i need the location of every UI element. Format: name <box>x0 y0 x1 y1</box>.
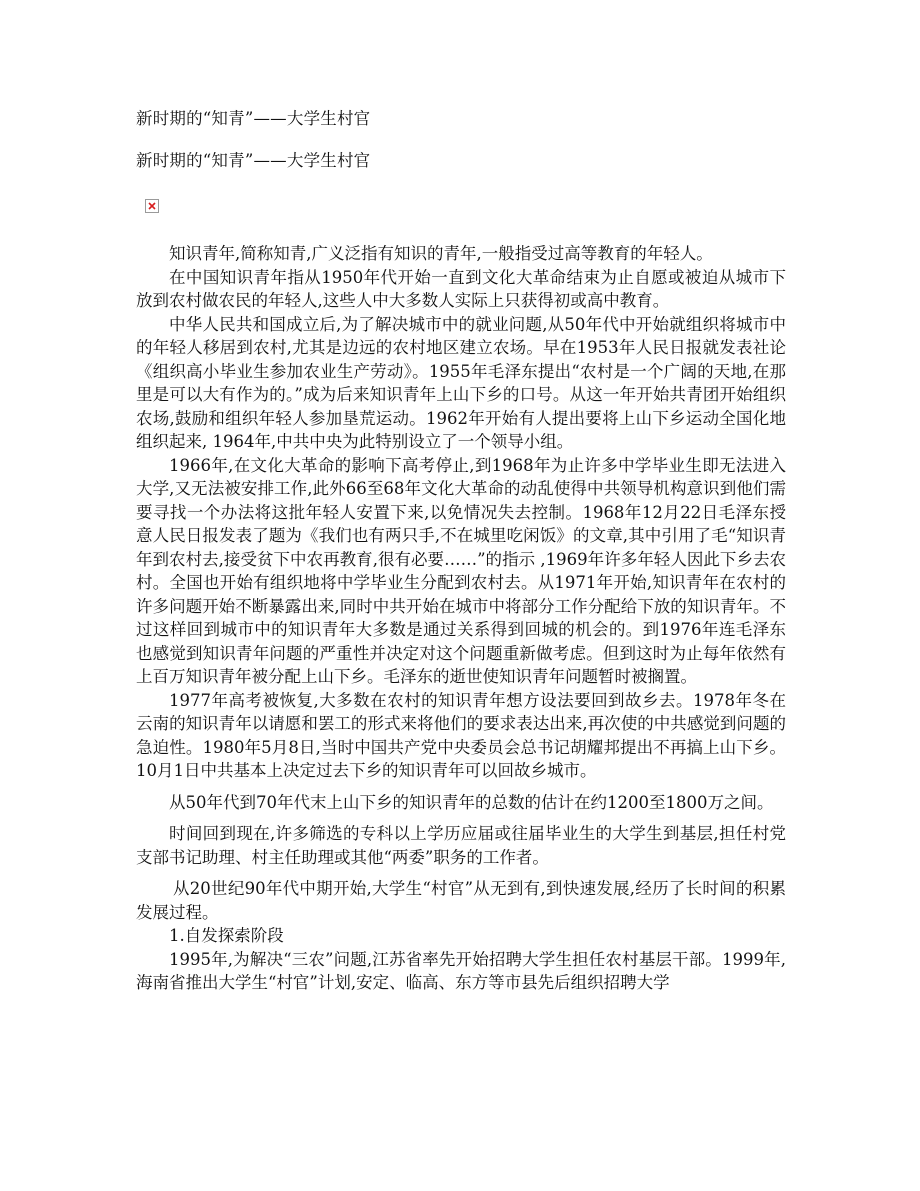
paragraph-cultural-revolution: 1966年,在文化大革命的影响下高考停止,到1968年为止许多中学毕业生即无法进入大学,又无法被安排工作,此外66至68年文化大革命的动乱使得中共领导机构意识到他们需要寻找一个办法将这批年轻人安置下来,以免情况失去控制。1968年12月22日毛泽东授意人民日报发表了题为《我们也有两只手,不在城里吃闲饭》的文章,其中引用了毛“知识青年到农村去,接受贫下中农再教育,很有必要……”的指示 ,1969年许多年轻人因此下乡去农村。全国也开始有组织地将中学毕业生分配到农村去。从1971年开始,知识青年在农村的许多问题开始不断暴露出来,同时中共开始在城市中将部分工作分配给下放的知识青年。不过这样回到城市中的知识青年大多数是通过关系得到回城的机会的。到1976年连毛泽东也感觉到知识青年问题的严重性并决定对这个问题重新做考虑。但到这时为止每年依然有上百万知识青年被分配上山下乡。毛泽东的逝世使知识青年问题暂时被搁置。 <box>136 455 786 686</box>
red-x-icon <box>148 202 156 210</box>
broken-image-icon[interactable] <box>145 199 159 213</box>
document-title: 新时期的“知青”——大学生村官 <box>136 109 371 128</box>
paragraph-early-history: 中华人民共和国成立后,为了解决城市中的就业问题,从50年代中开始就组织将城市中的年轻人移居到农村,尤其是边远的农村地区建立农场。早在1953年人民日报就发表社论《组织高小毕业生参加农业生产劳动》。1955年毛泽东提出“农村是一个广阔的天地,在那里是可以大有作为的。”成为后来知识青年上山下乡的口号。从这一年开始共青团开始组织农场,鼓励和组织年轻人参加垦荒运动。1962年开始有人提出要将上山下乡运动全国化地组织起来, 1964年,中共中央为此特别设立了一个领导小组。 <box>136 314 786 451</box>
article-body <box>136 242 786 995</box>
paragraph-china-context: 在中国知识青年指从1950年代开始一直到文化大革命结束为止自愿或被迫从城市下放到农村做农民的年轻人,这些人中大多数人实际上只获得初或高中教育。 <box>136 267 786 310</box>
paragraph-development: 从20世纪90年代中期开始,大学生“村官”从无到有,到快速发展,经历了长时间的积累发展过程。 <box>136 879 786 922</box>
paragraph-jiangsu-hainan: 1995年,为解决“三农”问题,江苏省率先开始招聘大学生担任农村基层干部。1999年,海南省推出大学生“村官”计划,安定、临高、东方等市县先后组织招聘大学 <box>136 949 786 992</box>
document-subtitle: 新时期的“知青”——大学生村官 <box>136 151 371 170</box>
paragraph-gap <box>136 783 786 791</box>
section-heading-stage-1: 1.自发探索阶段 <box>169 926 284 945</box>
paragraph-total-estimate: 从50年代到70年代末上山下乡的知识青年的总数的估计在约1200至1800万之间。 <box>169 792 774 812</box>
paragraph-gap <box>136 814 786 822</box>
paragraph-return-home: 1977年高考被恢复,大多数在农村的知识青年想方设法要回到故乡去。1978年冬在云南的知识青年以请愿和罢工的形式来将他们的要求表达出来,再次使的中共感觉到问题的急迫性。1980年5月8日,当时中国共产党中央委员会总书记胡耀邦提出不再搞上山下乡。10月1日中共基本上决定过去下乡的知识青年可以回故乡城市。 <box>136 690 786 780</box>
paragraph-definition: 知识青年,简称知青,广义泛指有知识的青年,一般指受过高等教育的年轻人。 <box>169 244 713 263</box>
paragraph-present-day: 时间回到现在,许多筛选的专科以上学历应届或往届毕业生的大学生到基层,担任村党支部书记助理、村主任助理或其他“两委”职务的工作者。 <box>136 824 786 867</box>
paragraph-gap <box>136 869 786 877</box>
